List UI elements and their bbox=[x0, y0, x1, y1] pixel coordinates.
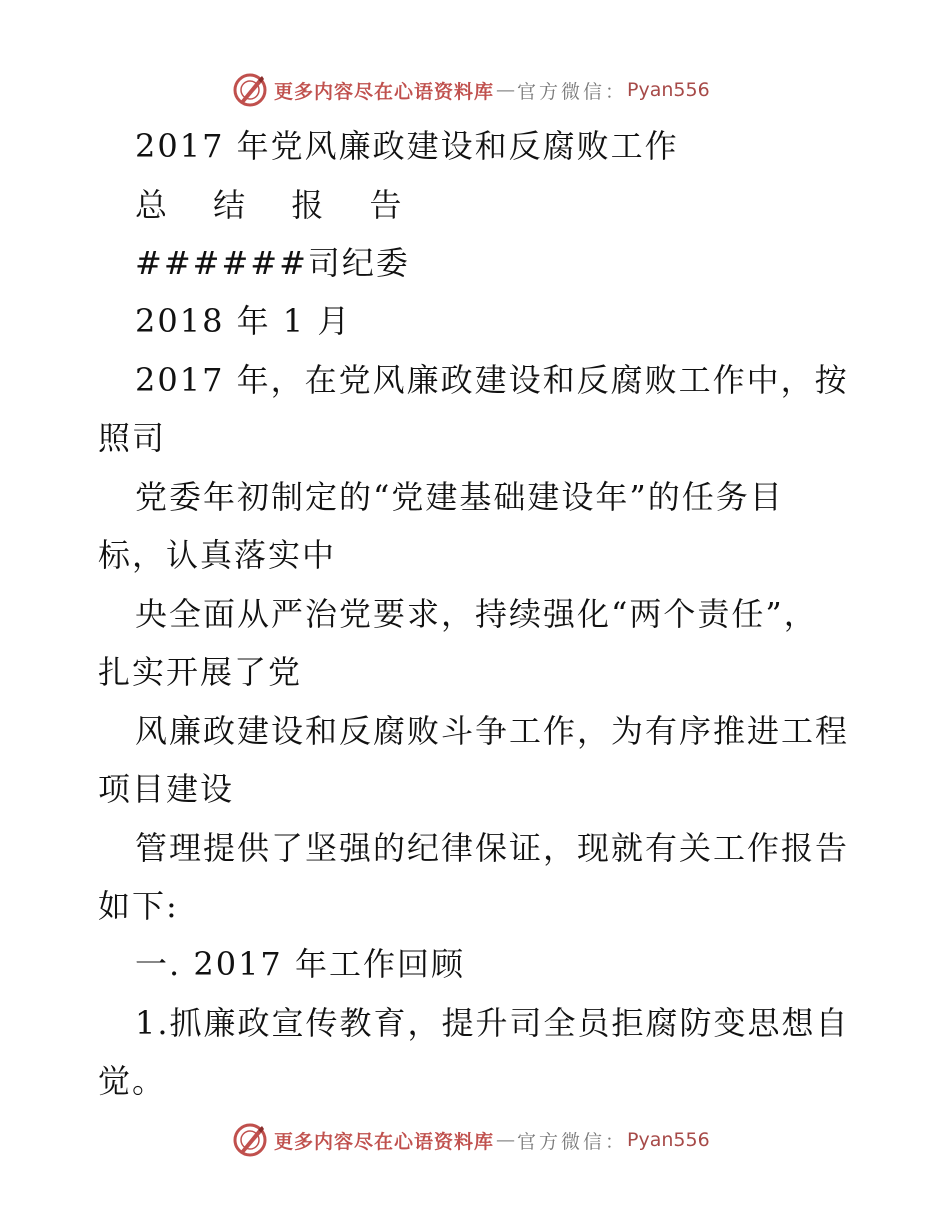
paragraph-line: 如下: bbox=[98, 887, 179, 925]
banner-dash: — bbox=[496, 79, 516, 101]
brush-circle-logo-icon bbox=[232, 1122, 268, 1158]
paragraph-line: 2017 年，在党风廉政建设和反腐败工作中，按 bbox=[135, 361, 849, 399]
banner-wechat-id: Pyan556 bbox=[627, 79, 710, 101]
paragraph-line: 央全面从严治党要求，持续强化“两个责任”， bbox=[135, 595, 818, 633]
paragraph-line: 觉。 bbox=[98, 1062, 167, 1100]
paragraph-line: 风廉政建设和反腐败斗争工作，为有序推进工程 bbox=[135, 712, 850, 750]
brush-circle-logo-icon bbox=[232, 72, 268, 108]
banner-wechat-label: 官方微信： bbox=[517, 1130, 628, 1153]
document-subtitle: 总 结 报 告 bbox=[135, 186, 420, 224]
paragraph-line: 项目建设 bbox=[98, 770, 235, 808]
document-date: 2018 年 1 月 bbox=[135, 302, 352, 340]
banner-main-text: 更多内容尽在心语资料库 bbox=[274, 80, 495, 103]
paragraph-line: 党委年初制定的“党建基础建设年”的任务目 bbox=[135, 478, 784, 516]
paragraph-line: 管理提供了坚强的纪律保证，现就有关工作报告 bbox=[135, 829, 850, 867]
section-heading: 一. 2017 年工作回顾 bbox=[135, 945, 465, 983]
banner-main-text: 更多内容尽在心语资料库 bbox=[274, 1130, 495, 1153]
banner-dash: — bbox=[496, 1129, 516, 1151]
document-author: ######司纪委 bbox=[135, 244, 410, 282]
paragraph-line: 照司 bbox=[98, 419, 167, 457]
paragraph-line: 1.抓廉政宣传教育，提升司全员拒腐防变思想自 bbox=[135, 1004, 850, 1042]
banner-wechat-id: Pyan556 bbox=[627, 1129, 710, 1151]
paragraph-line: 标，认真落实中 bbox=[98, 536, 337, 574]
paragraph-line: 扎实开展了党 bbox=[98, 653, 303, 691]
footer-watermark-banner bbox=[232, 1120, 710, 1160]
document-title: 2017 年党风廉政建设和反腐败工作 bbox=[135, 127, 679, 165]
banner-wechat-label: 官方微信： bbox=[517, 80, 628, 103]
header-watermark-banner bbox=[232, 70, 710, 110]
